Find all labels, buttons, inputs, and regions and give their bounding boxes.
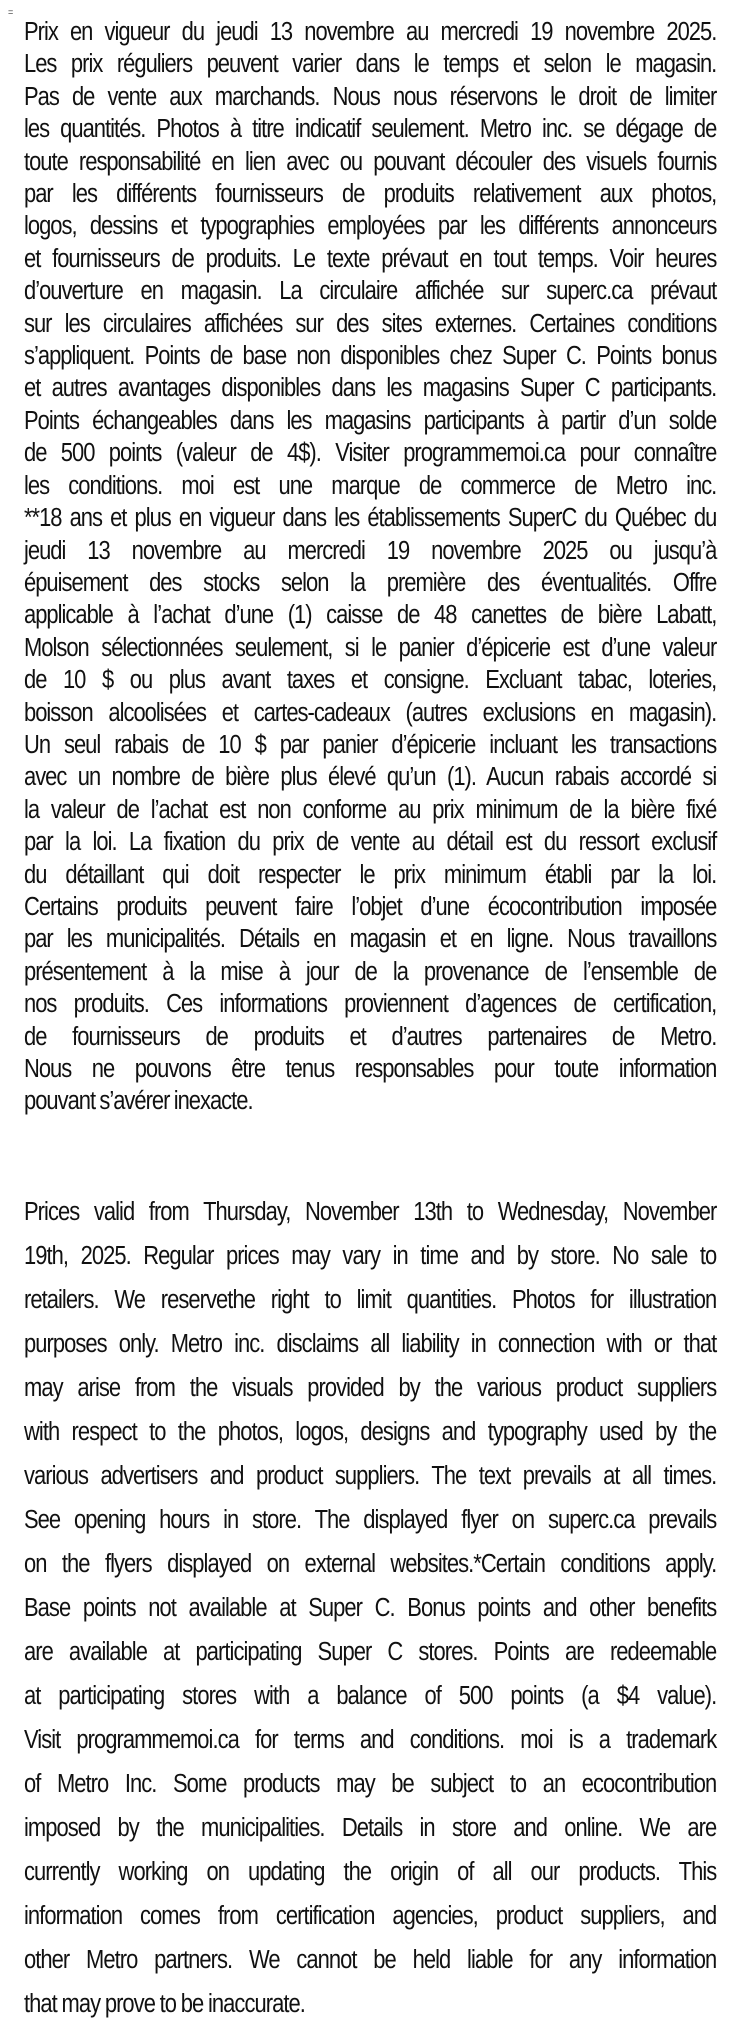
french-disclaimer-line: pouvant s’avérer inexacte. — [24, 1087, 253, 1116]
french-disclaimer-line: d’ouverture en magasin. La circulaire affichée sur superc.ca prévaut — [24, 277, 717, 306]
english-disclaimer-line: on the flyers displayed on external websites.*Certain conditions apply. — [24, 1550, 717, 1578]
french-disclaimer-line: et fournisseurs de produits. Le texte prévaut en tout temps. Voir heures — [24, 244, 717, 273]
french-disclaimer-line: **18 ans et plus en vigueur dans les établissements SuperC du Québec du — [24, 504, 717, 533]
english-disclaimer-line: other Metro partners. We cannot be held liable for any information — [24, 1946, 717, 1974]
french-disclaimer-line: présentement à la mise à jour de la provenance de l’ensemble de — [24, 957, 717, 986]
french-disclaimer-line: sur les circulaires affichées sur des sites externes. Certaines conditions — [24, 309, 717, 338]
english-disclaimer-line: various advertisers and product suppliers. The text prevails at all times. — [24, 1462, 717, 1490]
french-disclaimer-line: applicable à l’achat d’une (1) caisse de 48 canettes de bière Labatt, — [24, 601, 717, 630]
french-disclaimer-line: par les municipalités. Détails en magasin et en ligne. Nous travaillons — [24, 925, 717, 954]
french-disclaimer-line: de 500 points (valeur de 4$). Visiter programmemoi.ca pour connaître — [24, 439, 717, 468]
english-disclaimer-line: at participating stores with a balance of 500 points (a $4 value). — [24, 1682, 717, 1710]
english-disclaimer-line: are available at participating Super C stores. Points are redeemable — [24, 1638, 717, 1666]
french-disclaimer-line: du détaillant qui doit respecter le prix minimum établi par la loi. — [24, 860, 717, 889]
french-disclaimer-line: s’appliquent. Points de base non disponibles chez Super C. Points bonus — [24, 342, 717, 371]
english-disclaimer — [24, 1190, 716, 2026]
french-disclaimer-line: logos, dessins et typographies employées par les différents annonceurs — [24, 212, 717, 241]
english-disclaimer-line: See opening hours in store. The displayed flyer on superc.ca prevails — [24, 1506, 717, 1534]
french-disclaimer-line: de 10 $ ou plus avant taxes et consigne. Excluant tabac, loteries, — [24, 666, 717, 695]
english-disclaimer-line: Prices valid from Thursday, November 13th to Wednesday, November — [24, 1198, 717, 1226]
french-disclaimer-line: les conditions. moi est une marque de commerce de Metro inc. — [24, 471, 717, 500]
french-disclaimer-line: et autres avantages disponibles dans les magasins Super C participants. — [24, 374, 717, 403]
french-disclaimer-line: Prix en vigueur du jeudi 13 novembre au mercredi 19 novembre 2025. — [24, 18, 717, 46]
page-marker: = — [8, 7, 14, 17]
english-disclaimer-line: 19th, 2025. Regular prices may vary in time and by store. No sale to — [24, 1242, 717, 1270]
french-disclaimer-line: de fournisseurs de produits et d’autres partenaires de Metro. — [24, 1022, 717, 1051]
english-disclaimer-line: with respect to the photos, logos, designs and typography used by the — [24, 1418, 717, 1446]
english-disclaimer-line: retailers. We reservethe right to limit quantities. Photos for illustration — [24, 1286, 717, 1314]
english-disclaimer-line: of Metro Inc. Some products may be subject to an ecocontribution — [24, 1770, 717, 1798]
french-disclaimer-line: Certains produits peuvent faire l’objet d’une écocontribution imposée — [24, 892, 717, 921]
english-disclaimer-line: imposed by the municipalities. Details in store and online. We are — [24, 1814, 717, 1842]
french-disclaimer-line: nos produits. Ces informations proviennent d’agences de certification, — [24, 990, 717, 1019]
french-disclaimer — [24, 16, 716, 1118]
french-disclaimer-line: avec un nombre de bière plus élevé qu’un (1). Aucun rabais accordé si — [24, 763, 717, 792]
french-disclaimer-line: Molson sélectionnées seulement, si le panier d’épicerie est d’une valeur — [24, 633, 717, 662]
english-disclaimer-line: Base points not available at Super C. Bonus points and other benefits — [24, 1594, 717, 1622]
english-disclaimer-line: purposes only. Metro inc. disclaims all liability in connection with or that — [24, 1330, 717, 1358]
french-disclaimer-line: les quantités. Photos à titre indicatif seulement. Metro inc. se dégage de — [24, 115, 717, 144]
french-disclaimer-line: la valeur de l’achat est non conforme au prix minimum de la bière fixé — [24, 795, 717, 824]
french-disclaimer-line: par la loi. La fixation du prix de vente au détail est du ressort exclusif — [24, 828, 717, 857]
french-disclaimer-line: par les différents fournisseurs de produits relativement aux photos, — [24, 180, 717, 209]
french-disclaimer-line: Les prix réguliers peuvent varier dans le temps et selon le magasin. — [24, 50, 717, 79]
french-disclaimer-line: boisson alcoolisées et cartes-cadeaux (autres exclusions en magasin). — [24, 698, 717, 727]
english-disclaimer-line: that may prove to be inaccurate. — [24, 1990, 305, 2018]
english-disclaimer-line: information comes from certification agencies, product suppliers, and — [24, 1902, 717, 1930]
french-disclaimer-line: toute responsabilité en lien avec ou pouvant découler des visuels fournis — [24, 147, 717, 176]
french-disclaimer-line: Un seul rabais de 10 $ par panier d’épicerie incluant les transactions — [24, 730, 717, 759]
french-disclaimer-line: Nous ne pouvons être tenus responsables pour toute information — [24, 1055, 717, 1083]
french-disclaimer-line: Points échangeables dans les magasins participants à partir d’un solde — [24, 406, 717, 435]
english-disclaimer-line: currently working on updating the origin of all our products. This — [24, 1858, 717, 1886]
french-disclaimer-line: jeudi 13 novembre au mercredi 19 novembre 2025 ou jusqu’à — [24, 536, 717, 565]
french-disclaimer-line: Pas de vente aux marchands. Nous nous réservons le droit de limiter — [24, 82, 717, 111]
english-disclaimer-line: Visit programmemoi.ca for terms and conditions. moi is a trademark — [24, 1726, 717, 1754]
french-disclaimer-line: épuisement des stocks selon la première des éventualités. Offre — [24, 568, 717, 597]
english-disclaimer-line: may arise from the visuals provided by the various product suppliers — [24, 1374, 717, 1402]
